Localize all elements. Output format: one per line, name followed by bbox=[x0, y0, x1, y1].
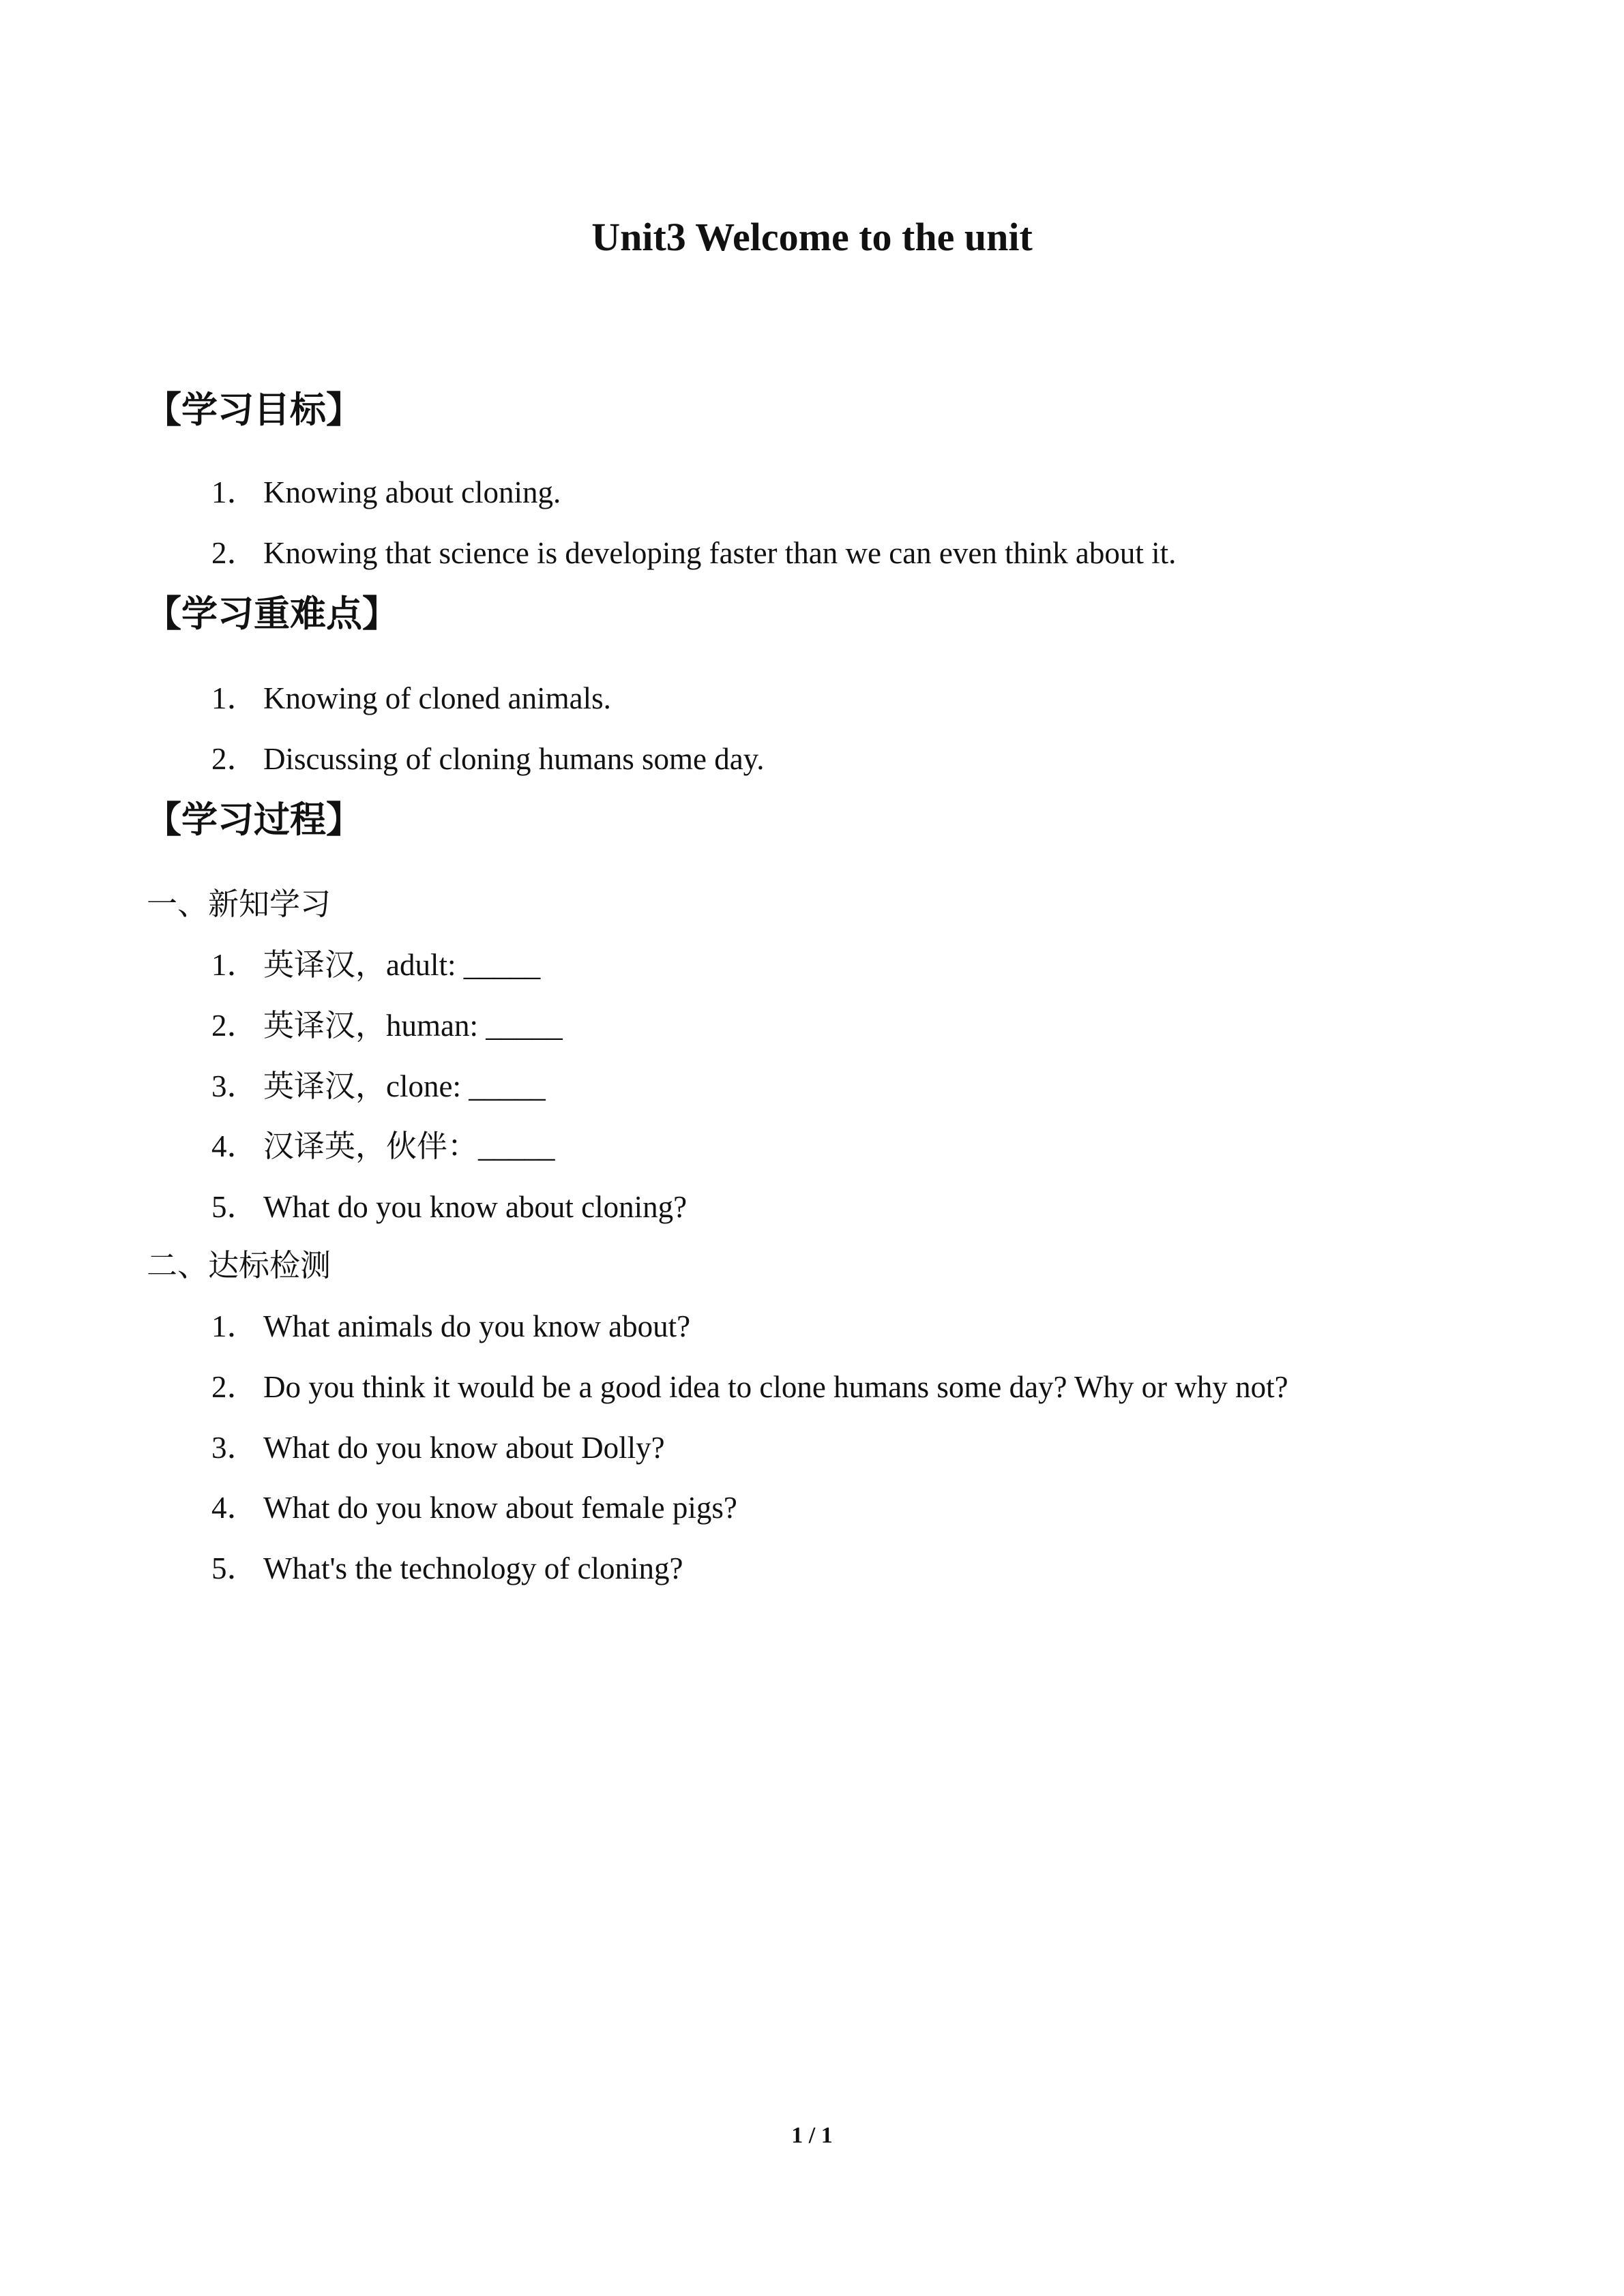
list-item bbox=[211, 1005, 563, 1046]
item-text: Knowing that science is developing faster than we can even think about it. bbox=[263, 536, 1177, 570]
item-text: 汉译英，伙伴：_____ bbox=[263, 1129, 555, 1163]
list-item bbox=[211, 1487, 737, 1528]
page-number: 1 / 1 bbox=[791, 2123, 833, 2148]
item-text: Discussing of cloning humans some day. bbox=[263, 742, 765, 776]
list-item bbox=[211, 1306, 690, 1347]
item-number: 1． bbox=[211, 681, 258, 715]
item-number: 4． bbox=[211, 1491, 258, 1525]
list-item bbox=[211, 533, 1176, 573]
item-number: 4． bbox=[211, 1129, 258, 1163]
item-number: 5． bbox=[211, 1190, 258, 1224]
subsection-label-new-knowledge: 一、新知学习 bbox=[147, 887, 331, 921]
item-number: 2． bbox=[211, 742, 258, 776]
item-text: Do you think it would be a good idea to clone humans some day? Why or why not? bbox=[263, 1370, 1288, 1404]
item-number: 2． bbox=[211, 536, 258, 570]
item-text: Knowing about cloning. bbox=[263, 475, 561, 509]
section-heading-process: 【学习过程】 bbox=[145, 801, 362, 840]
subsection-label-assessment: 二、达标检测 bbox=[147, 1249, 331, 1283]
item-number: 2． bbox=[211, 1370, 258, 1404]
item-number: 1． bbox=[211, 948, 258, 982]
item-text: 英译汉，clone: _____ bbox=[263, 1069, 546, 1103]
item-text: 英译汉，human: _____ bbox=[263, 1009, 563, 1043]
section-heading-keypoints: 【学习重难点】 bbox=[145, 595, 398, 634]
list-item bbox=[211, 739, 765, 779]
item-number: 3． bbox=[211, 1069, 258, 1103]
item-text: What do you know about cloning? bbox=[263, 1190, 688, 1224]
list-item bbox=[211, 472, 561, 513]
item-number: 3． bbox=[211, 1431, 258, 1465]
list-item bbox=[211, 1548, 683, 1589]
list-item bbox=[211, 1427, 665, 1468]
list-item bbox=[211, 1367, 1288, 1407]
item-text: What do you know about Dolly? bbox=[263, 1431, 665, 1465]
list-item bbox=[211, 1187, 687, 1227]
item-number: 2． bbox=[211, 1009, 258, 1043]
item-text: What do you know about female pigs? bbox=[263, 1491, 737, 1525]
list-item bbox=[211, 1126, 555, 1167]
item-number: 1． bbox=[211, 475, 258, 509]
item-number: 1． bbox=[211, 1309, 258, 1343]
list-item bbox=[211, 678, 611, 719]
list-item bbox=[211, 944, 540, 985]
item-text: Knowing of cloned animals. bbox=[263, 681, 611, 715]
item-number: 5． bbox=[211, 1551, 258, 1585]
item-text: What animals do you know about? bbox=[263, 1309, 691, 1343]
document-title: Unit3 Welcome to the unit bbox=[591, 215, 1033, 259]
item-text: What's the technology of cloning? bbox=[263, 1551, 683, 1585]
item-text: 英译汉，adult: _____ bbox=[263, 948, 541, 982]
section-heading-objectives: 【学习目标】 bbox=[145, 391, 362, 430]
list-item bbox=[211, 1066, 546, 1107]
